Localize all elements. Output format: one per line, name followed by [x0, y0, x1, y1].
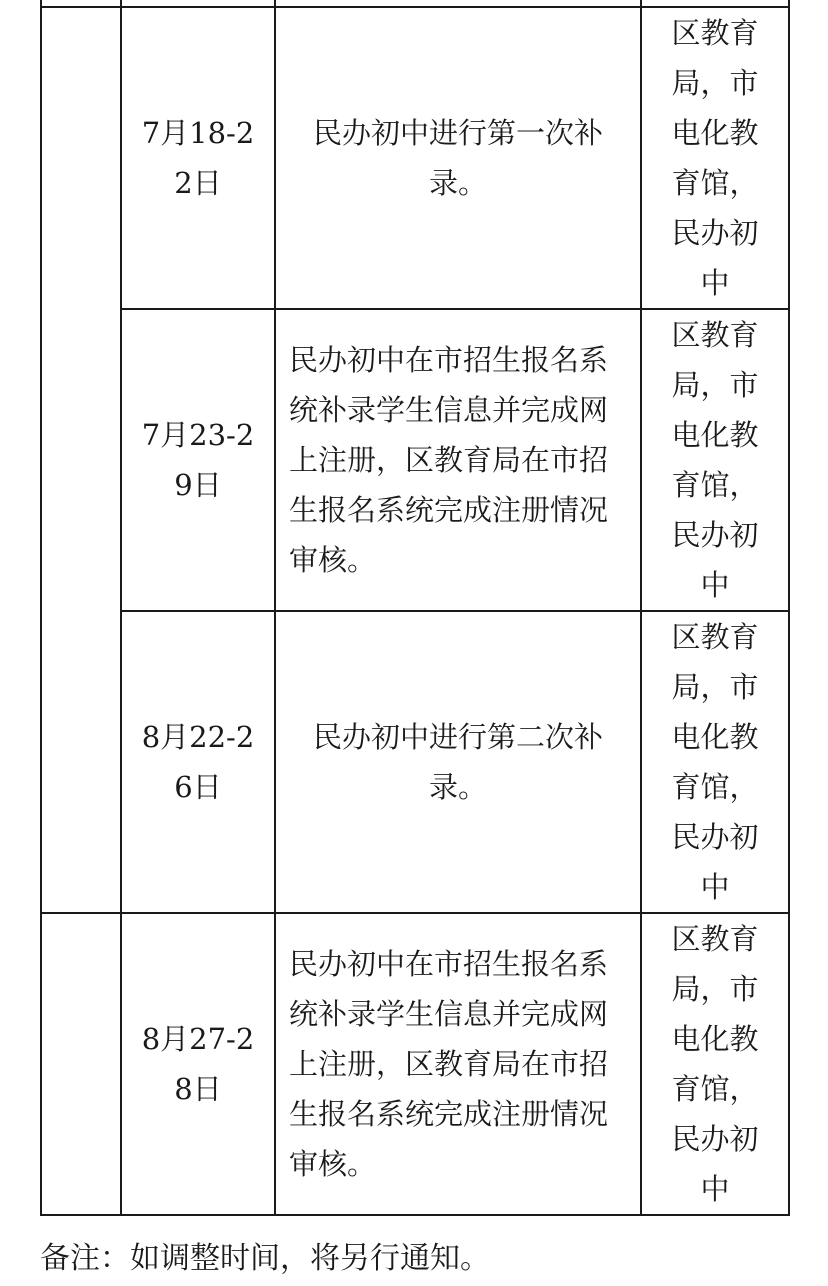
phase-cell — [41, 913, 121, 1215]
task-cell — [275, 0, 641, 7]
date-cell — [121, 7, 275, 309]
date-text: 7月23-29日 — [141, 418, 255, 502]
date-text: 8月22-26日 — [141, 720, 255, 804]
table-row-partial — [41, 0, 789, 7]
task-cell — [275, 913, 641, 1215]
org-cell — [641, 611, 789, 913]
org-text: 区教育局，市电化教育馆，民办初中 — [671, 16, 759, 300]
footnote: 备注：如调整时间，将另行通知。 — [40, 1241, 490, 1276]
table-row — [41, 309, 789, 611]
date-cell — [121, 309, 275, 611]
date-cell — [121, 0, 275, 7]
date-text: 8月27-28日 — [141, 1022, 255, 1106]
org-text: 区教育局，市电化教育馆，民办初中 — [671, 922, 759, 1206]
date-cell — [121, 611, 275, 913]
task-cell — [275, 611, 641, 913]
date-text: 7月18-22日 — [141, 116, 255, 200]
task-cell — [275, 309, 641, 611]
table-row — [41, 913, 789, 1215]
task-text: 民办初中在市招生报名系统补录学生信息并完成网上注册，区教育局在市招生报名系统完成注册情况审核。 — [289, 343, 609, 577]
date-cell — [121, 913, 275, 1215]
table-row — [41, 7, 789, 309]
task-text: 民办初中在市招生报名系统补录学生信息并完成网上注册，区教育局在市招生报名系统完成注册情况审核。 — [289, 947, 609, 1181]
table-row — [41, 611, 789, 913]
phase-cell-merged — [41, 7, 121, 913]
org-cell — [641, 913, 789, 1215]
org-cell — [641, 0, 789, 7]
schedule-table — [40, 0, 790, 1216]
task-text: 民办初中进行第一次补录。 — [312, 116, 603, 200]
org-text: 区教育局，市电化教育馆，民办初中 — [671, 318, 759, 602]
org-cell — [641, 309, 789, 611]
task-cell — [275, 7, 641, 309]
org-cell — [641, 7, 789, 309]
org-text: 区教育局，市电化教育馆，民办初中 — [671, 620, 759, 904]
task-text: 民办初中进行第二次补录。 — [312, 720, 603, 804]
phase-cell — [41, 0, 121, 7]
